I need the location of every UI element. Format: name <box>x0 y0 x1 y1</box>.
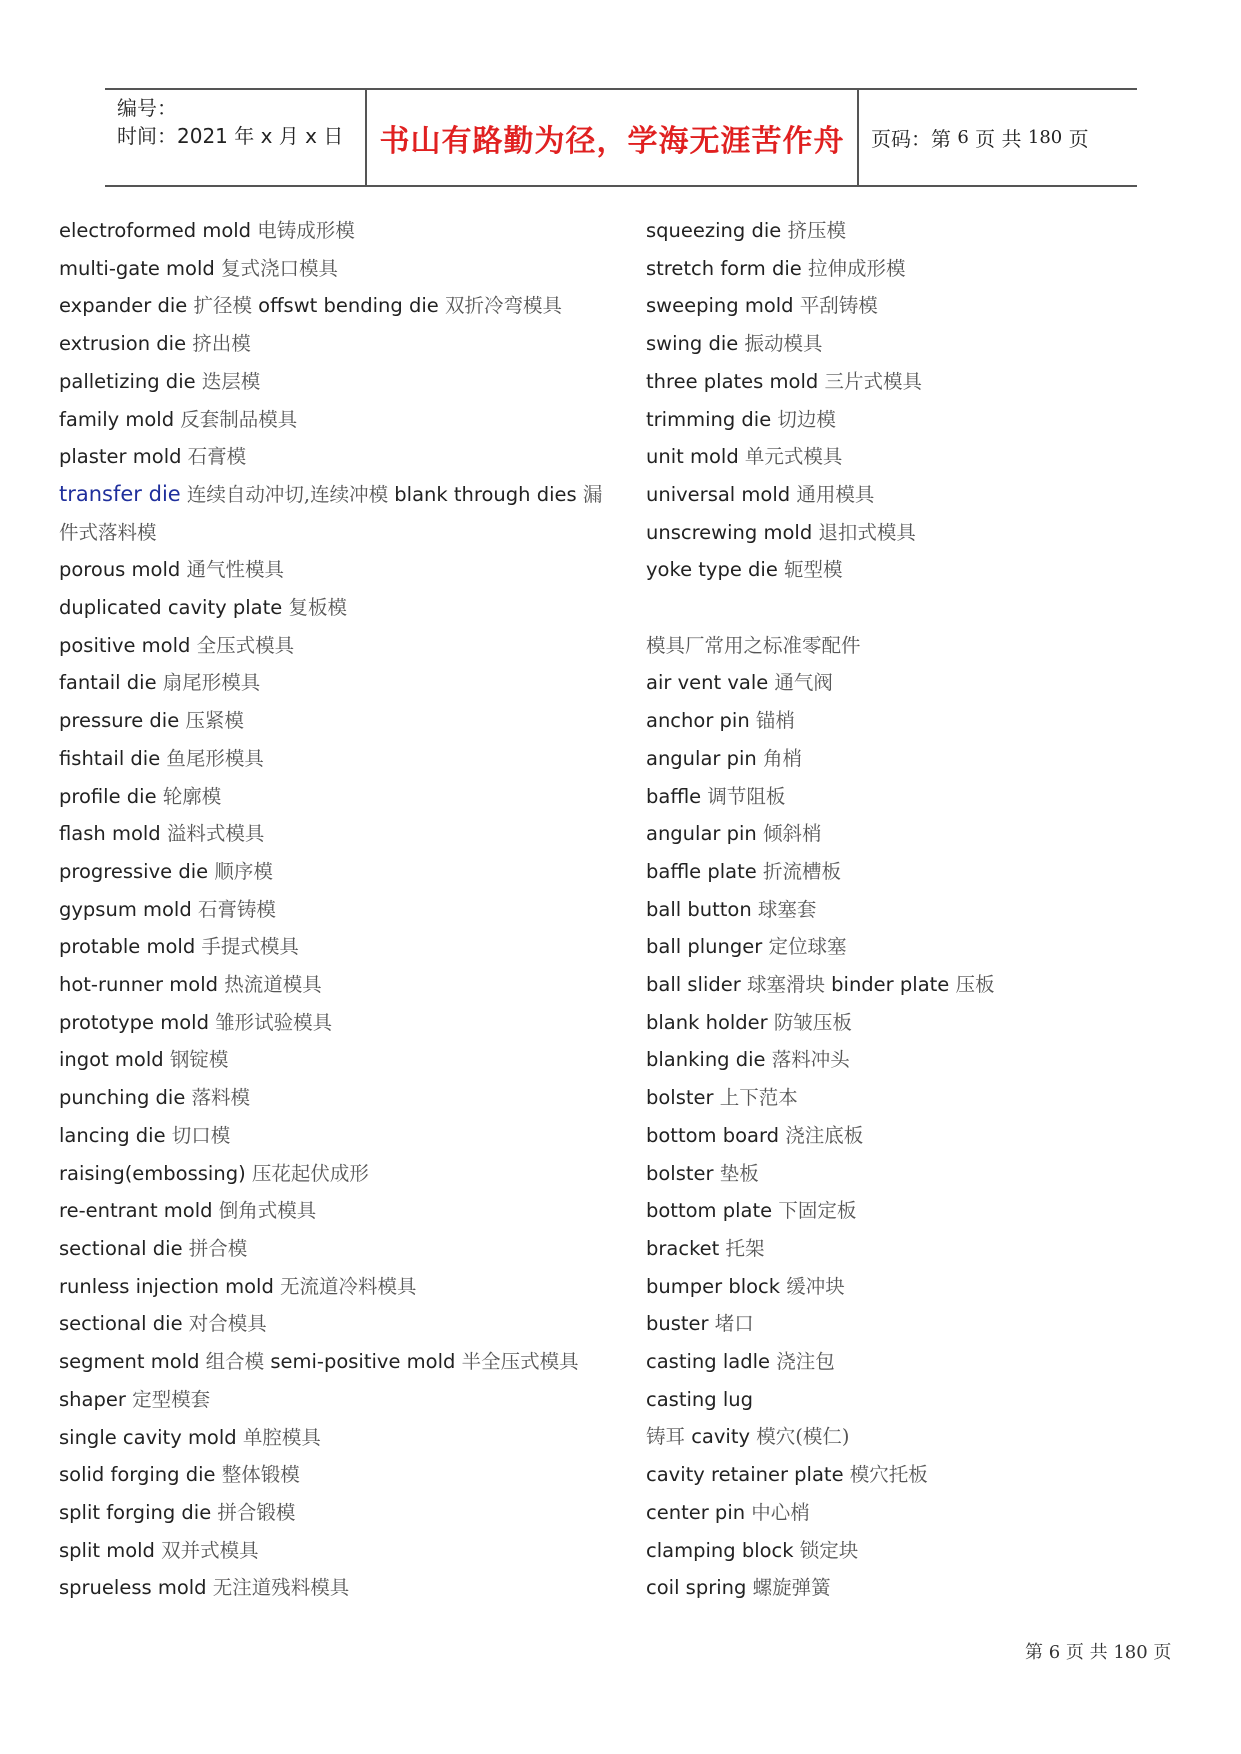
term-zh: 钢锭模 <box>163 1048 229 1072</box>
term-en: ball plunger <box>646 935 763 959</box>
term-en: casting lug <box>646 1387 753 1411</box>
glossary-entry <box>59 966 619 1004</box>
glossary-entry <box>59 1268 619 1306</box>
term-en: sectional die <box>59 1236 183 1260</box>
term-zh: 双折冷弯模具 <box>438 294 562 318</box>
term-en: raising(embossing) <box>59 1161 246 1185</box>
glossary-entry <box>646 1268 1166 1306</box>
term-en: ingot mold <box>59 1048 164 1072</box>
term-en: bottom plate <box>646 1199 773 1223</box>
term-zh: 定位球塞 <box>762 935 847 959</box>
term-en: extrusion die <box>59 332 187 356</box>
glossary-entry <box>646 627 1166 665</box>
term-zh: 石膏模 <box>181 445 247 469</box>
term-zh: 退扣式模具 <box>812 520 916 544</box>
glossary-entry <box>646 1004 1166 1042</box>
term-zh: 模穴(模仁) <box>750 1425 850 1449</box>
term-en: angular pin <box>646 746 757 770</box>
term-zh: 整体锻模 <box>215 1463 300 1487</box>
page-footer: 第 6 页 共 180 页 <box>1025 1642 1172 1663</box>
glossary-entry <box>59 1381 619 1419</box>
term-en: lancing die <box>59 1123 166 1147</box>
glossary-entry <box>646 1041 1166 1079</box>
term-zh: 锚梢 <box>749 709 795 733</box>
term-en: prototype mold <box>59 1010 209 1034</box>
glossary-entry <box>646 853 1166 891</box>
term-zh: 球塞套 <box>751 897 817 921</box>
term-en: multi-gate mold <box>59 256 215 280</box>
term-zh: 单元式模具 <box>738 445 843 469</box>
term-en: pressure die <box>59 709 180 733</box>
term-zh: 挤出模 <box>186 332 251 356</box>
glossary-entry <box>59 1155 619 1193</box>
term-en: family mold <box>59 407 175 431</box>
glossary-entry <box>646 1456 1166 1494</box>
glossary-entry <box>59 476 619 551</box>
term-zh: 防皱压板 <box>767 1010 852 1034</box>
term-en: anchor pin <box>646 709 750 733</box>
page-indicator <box>859 90 1137 185</box>
term-zh: 通气性模具 <box>180 558 284 582</box>
term-en: expander die <box>59 294 188 318</box>
term-zh: 迭层模 <box>195 369 261 393</box>
term-zh: 平刮铸模 <box>793 294 878 318</box>
glossary-entry <box>646 891 1166 929</box>
glossary-entry <box>646 363 1166 401</box>
term-en: stretch form die <box>646 256 802 280</box>
term-en: swing die <box>646 332 739 356</box>
glossary-entry <box>59 287 619 325</box>
glossary-entry <box>646 401 1166 439</box>
glossary-entry <box>646 664 1166 702</box>
page-header <box>105 88 1137 187</box>
page-total: 180 <box>1027 127 1063 148</box>
glossary-entry <box>59 627 619 665</box>
term-en: punching die <box>59 1086 186 1110</box>
glossary-entry <box>646 778 1166 816</box>
term-en: split forging die <box>59 1500 212 1524</box>
time-label: 时间：2021 年 x 月 x 日 <box>117 124 344 148</box>
glossary-entry <box>646 1532 1166 1570</box>
term-zh: 振动模具 <box>738 332 823 356</box>
term-zh: 落料模 <box>185 1086 251 1110</box>
term-en: single cavity mold <box>59 1425 237 1449</box>
glossary-entry <box>59 1343 619 1381</box>
term-en: split mold <box>59 1538 155 1562</box>
glossary-entry <box>59 212 619 250</box>
term-zh: 挤压模 <box>781 219 846 242</box>
term-en: blanking die <box>646 1048 766 1072</box>
term-en: unit mold <box>646 445 739 469</box>
term-zh: 轭型模 <box>777 558 843 582</box>
glossary-entry <box>646 1381 1166 1419</box>
glossary-entry <box>646 966 1166 1004</box>
glossary-entry <box>646 1305 1166 1343</box>
term-en: squeezing die <box>646 219 782 242</box>
term-zh: 半全压式模具 <box>455 1350 579 1374</box>
term-zh: 螺旋弹簧 <box>746 1576 831 1600</box>
term-zh: 单腔模具 <box>236 1425 321 1449</box>
term-zh: 全压式模具 <box>190 633 295 657</box>
glossary-entry <box>646 1079 1166 1117</box>
glossary-entry <box>59 702 619 740</box>
glossary-entry <box>646 928 1166 966</box>
number-label: 编号： <box>117 96 177 120</box>
term-zh: 压板 <box>949 973 995 997</box>
term-en: duplicated cavity plate <box>59 596 283 620</box>
page-prefix: 页码：第 <box>871 127 951 151</box>
glossary-entry <box>646 514 1166 552</box>
term-zh: 雏形试验模具 <box>208 1010 333 1034</box>
term-zh: 锁定块 <box>793 1538 859 1562</box>
motto: 书山有路勤为径，学海无涯苦作舟 <box>367 90 859 185</box>
term-en: progressive die <box>59 859 209 883</box>
term-zh: 石膏铸模 <box>191 897 276 921</box>
glossary-entry <box>59 853 619 891</box>
term-en: sectional die <box>59 1312 183 1336</box>
glossary-entry <box>59 1456 619 1494</box>
term-zh: 落料冲头 <box>765 1048 850 1072</box>
term-zh: 复式浇口模具 <box>214 256 338 280</box>
term-zh: 顺序模 <box>208 859 273 883</box>
term-zh: 连续自动冲切,连续冲模 <box>180 482 389 506</box>
glossary-entry <box>646 438 1166 476</box>
glossary-entry <box>646 1418 1166 1456</box>
term-en: sprueless mold <box>59 1576 207 1600</box>
glossary-entry <box>59 1494 619 1532</box>
term-en: angular pin <box>646 822 757 846</box>
term-zh: 垫板 <box>713 1161 759 1185</box>
term-zh: 切口模 <box>165 1123 231 1147</box>
header-meta <box>105 90 367 185</box>
term-zh: 通气阀 <box>768 671 833 695</box>
term-zh: 下固定板 <box>772 1199 857 1223</box>
term-zh: 浇注包 <box>770 1350 835 1374</box>
term-zh: 轮廓模 <box>156 784 222 808</box>
term-zh: 组合模 <box>199 1350 271 1374</box>
term-zh: 压花起伏成形 <box>245 1161 369 1185</box>
term-zh: 反套制品模具 <box>174 407 298 431</box>
term-en: bolster <box>646 1161 714 1185</box>
term-zh: 模穴托板 <box>843 1463 928 1487</box>
term-en: air vent vale <box>646 671 769 695</box>
term-en: protable mold <box>59 935 196 959</box>
term-zh: 扩径模 <box>187 294 259 318</box>
glossary-entry <box>59 325 619 363</box>
term-zh: 无流道冷料模具 <box>273 1274 417 1298</box>
term-en: cavity <box>685 1425 751 1449</box>
term-en: fishtail die <box>59 746 161 770</box>
term-en: trimming die <box>646 407 772 431</box>
term-zh: 三片式模具 <box>818 369 922 393</box>
term-en: gypsum mold <box>59 897 192 921</box>
term-zh: 浇注底板 <box>779 1123 864 1147</box>
page-suffix: 页 <box>1068 127 1089 151</box>
term-zh: 托架 <box>719 1236 765 1260</box>
term-zh: 漏件式落料模 <box>59 482 603 544</box>
glossary-entry <box>59 1079 619 1117</box>
glossary-entry <box>59 551 619 589</box>
glossary-entry <box>646 1569 1166 1607</box>
glossary-entry <box>59 928 619 966</box>
glossary-entry <box>646 476 1166 514</box>
term-en: cavity retainer plate <box>646 1463 844 1487</box>
term-en: bolster <box>646 1086 714 1110</box>
term-zh: 拼合锻模 <box>211 1500 296 1524</box>
term-zh: 上下范本 <box>713 1086 798 1110</box>
glossary-entry <box>646 702 1166 740</box>
term-zh: 无注道残料模具 <box>206 1576 350 1600</box>
term-zh: 中心梢 <box>745 1500 810 1524</box>
term-zh: 调节阻板 <box>701 784 786 808</box>
glossary-entry <box>59 1192 619 1230</box>
glossary-entry <box>646 1117 1166 1155</box>
glossary-entry <box>59 1230 619 1268</box>
right-column <box>646 212 1166 1607</box>
glossary-entry <box>646 1230 1166 1268</box>
term-en: bracket <box>646 1236 720 1260</box>
term-zh: 压紧模 <box>179 709 244 733</box>
term-en: electroformed mold <box>59 219 252 242</box>
term-en: profile die <box>59 784 157 808</box>
term-en: transfer die <box>59 481 181 506</box>
term-zh: 球塞滑块 <box>740 973 825 997</box>
term-en: center pin <box>646 1500 746 1524</box>
term-en: blank through dies <box>388 482 577 506</box>
term-zh: 定型模套 <box>125 1387 211 1411</box>
term-en: runless injection mold <box>59 1274 274 1298</box>
term-en: positive mold <box>59 633 191 657</box>
glossary-entry <box>59 815 619 853</box>
term-zh: 拼合模 <box>182 1236 248 1260</box>
term-en: binder plate <box>824 973 950 997</box>
term-zh: 缓冲块 <box>780 1274 845 1298</box>
term-en: flash mold <box>59 822 161 846</box>
term-zh: 鱼尾形模具 <box>160 746 264 770</box>
term-en: bottom board <box>646 1123 780 1147</box>
glossary-entry <box>59 1532 619 1570</box>
glossary-entry <box>59 1117 619 1155</box>
term-en: sweeping mold <box>646 294 794 318</box>
glossary-entry <box>646 250 1166 288</box>
term-en: porous mold <box>59 558 181 582</box>
glossary-entry <box>59 1419 619 1457</box>
glossary-entry <box>646 740 1166 778</box>
glossary-entry <box>59 778 619 816</box>
term-en: three plates mold <box>646 369 819 393</box>
term-en: hot-runner mold <box>59 973 218 997</box>
term-en: coil spring <box>646 1576 747 1600</box>
glossary-entry <box>59 664 619 702</box>
term-en: palletizing die <box>59 369 196 393</box>
term-zh: 角梢 <box>756 746 802 770</box>
term-zh: 通用模具 <box>790 482 875 506</box>
term-zh: 倒角式模具 <box>212 1199 317 1223</box>
glossary-entry <box>59 438 619 476</box>
glossary-entry <box>646 815 1166 853</box>
term-en: baffle <box>646 784 702 808</box>
term-en: shaper <box>59 1387 126 1411</box>
term-zh: 折流槽板 <box>756 859 841 883</box>
term-en: casting ladle <box>646 1350 770 1374</box>
term-en: semi-positive mold <box>270 1350 456 1374</box>
term-en: fantail die <box>59 671 157 695</box>
glossary-entry <box>59 363 619 401</box>
term-en: segment mold <box>59 1350 200 1374</box>
term-zh: 铸耳 <box>646 1425 686 1449</box>
term-en: blank holder <box>646 1010 768 1034</box>
glossary-entry <box>59 740 619 778</box>
blank-line <box>646 589 1166 627</box>
term-en: clamping block <box>646 1538 794 1562</box>
glossary-entry <box>646 1494 1166 1532</box>
glossary-entry <box>59 1569 619 1607</box>
glossary-entry <box>646 1192 1166 1230</box>
term-zh: 扇尾形模具 <box>156 671 261 695</box>
term-en: bumper block <box>646 1274 781 1298</box>
glossary-entry <box>59 1305 619 1343</box>
term-zh: 拉伸成形模 <box>801 256 906 280</box>
glossary-entry <box>59 401 619 439</box>
term-zh: 堵口 <box>708 1312 754 1336</box>
term-zh: 对合模具 <box>182 1312 267 1336</box>
glossary-entry <box>59 1004 619 1042</box>
term-zh: 电铸成形模 <box>251 219 355 242</box>
term-zh: 倾斜梢 <box>756 822 822 846</box>
term-zh: 双并式模具 <box>154 1538 259 1562</box>
glossary-entry <box>646 1343 1166 1381</box>
page-mid: 页 共 <box>975 127 1022 151</box>
term-zh: 热流道模具 <box>218 973 322 997</box>
term-en: re-entrant mold <box>59 1199 213 1223</box>
term-zh: 模具厂常用之标准零配件 <box>646 633 861 657</box>
glossary-entry <box>59 891 619 929</box>
term-en: baffle plate <box>646 859 757 883</box>
term-en: unscrewing mold <box>646 520 813 544</box>
glossary-entry <box>646 325 1166 363</box>
left-column <box>59 212 619 1607</box>
glossary-entry <box>646 551 1166 589</box>
term-en: solid forging die <box>59 1463 216 1487</box>
term-en: yoke type die <box>646 558 778 582</box>
term-zh: 手提式模具 <box>195 935 299 959</box>
term-zh: 复板模 <box>282 596 347 620</box>
term-en: plaster mold <box>59 445 182 469</box>
glossary-entry <box>646 287 1166 325</box>
term-en: offswt bending die <box>258 294 439 318</box>
glossary-entry <box>646 212 1166 250</box>
glossary-entry <box>59 250 619 288</box>
glossary-entry <box>59 1041 619 1079</box>
glossary-entry <box>59 589 619 627</box>
term-en: buster <box>646 1312 709 1336</box>
term-zh: 切边模 <box>771 407 836 431</box>
term-en: universal mold <box>646 482 791 506</box>
term-en: ball slider <box>646 973 741 997</box>
page-num: 6 <box>957 127 969 148</box>
glossary-entry <box>646 1155 1166 1193</box>
term-zh: 溢料式模具 <box>160 822 265 846</box>
term-en: ball button <box>646 897 752 921</box>
